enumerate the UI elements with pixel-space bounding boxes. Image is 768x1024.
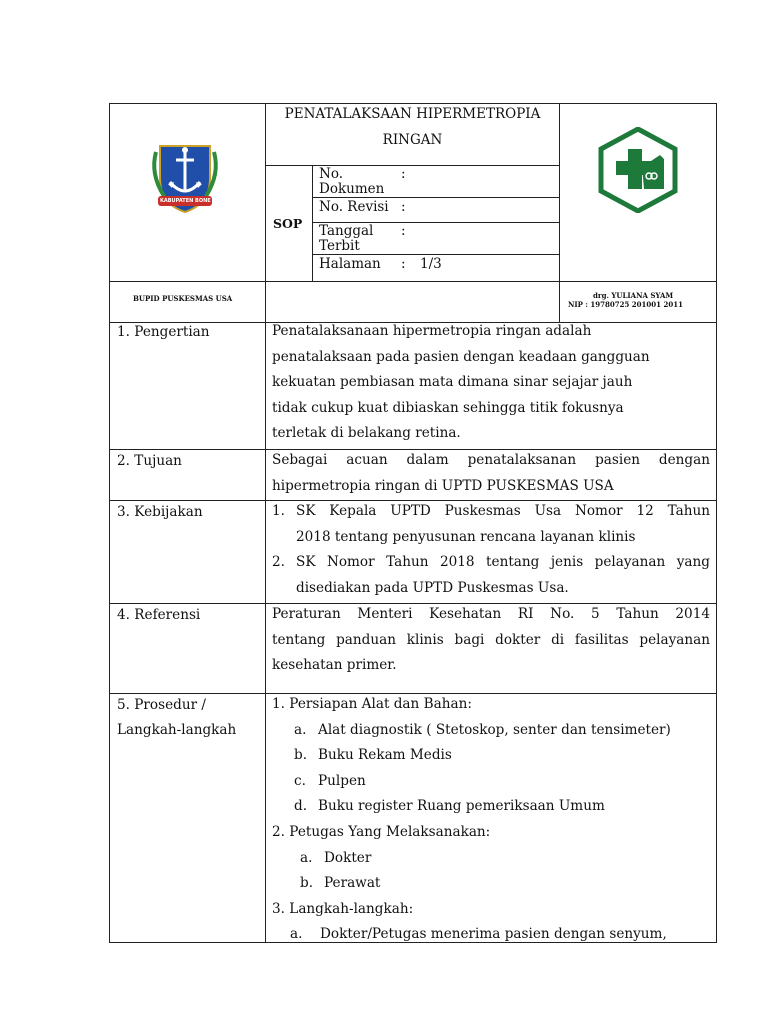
- pengertian-text: [272, 319, 710, 447]
- item-text: Buku Rekam Medis: [318, 747, 452, 764]
- item-text: Buku register Ruang pemeriksaan Umum: [318, 798, 605, 815]
- item-letter: a.: [290, 926, 303, 943]
- meta-label-cont: Terbit: [319, 238, 360, 254]
- list-item: [300, 846, 712, 872]
- list-item: [294, 794, 712, 820]
- meta-label: No.: [319, 166, 343, 182]
- list-item: [294, 718, 712, 744]
- sop-label: SOP: [273, 216, 303, 231]
- meta-separator: :: [401, 223, 406, 239]
- section-label-prosedur-cont: Langkah-langkah: [117, 722, 237, 738]
- kabupaten-logo: [146, 138, 224, 216]
- item-letter: a.: [300, 849, 313, 866]
- text-line: kekuatan pembiasan mata dimana sinar sejajar jauh: [272, 374, 633, 391]
- section-label-tujuan: 2. Tujuan: [117, 453, 182, 469]
- list-item: [272, 499, 710, 550]
- item-text: Dokter: [324, 849, 372, 866]
- meta-value: 1/3: [420, 256, 442, 272]
- item-text: Alat diagnostik ( Stetoskop, senter dan tensimeter): [318, 721, 671, 738]
- document-title-line1: PENATALAKSAAN HIPERMETROPIA: [284, 106, 541, 122]
- text-line: Peraturan Menteri Kesehatan RI No. 5 Tahun 2014: [272, 606, 710, 622]
- text-line: Penatalaksanaan hipermetropia ringan adalah: [272, 323, 592, 339]
- referensi-text: [272, 602, 710, 679]
- meta-separator: :: [401, 256, 406, 272]
- text-line: kesehatan primer.: [272, 657, 397, 674]
- text-line: 2018 tentang penyusunan rencana layanan klinis: [296, 528, 636, 545]
- item-text: Dokter/Petugas menerima pasien dengan senyum,: [320, 926, 667, 943]
- item-number: 1.: [272, 503, 285, 519]
- organization-name: BUPID PUSKESMAS USA: [133, 294, 233, 303]
- item-number: 2.: [272, 554, 285, 571]
- section-label-prosedur: 5. Prosedur /: [117, 697, 206, 713]
- text-line: SK Kepala UPTD Puskesmas Usa Nomor 12 Tahun: [296, 503, 710, 519]
- list-item: [300, 871, 712, 897]
- meta-label: Halaman: [319, 256, 381, 272]
- meta-label: No. Revisi: [319, 199, 389, 215]
- item-letter: b.: [294, 747, 308, 764]
- prosedur-content: [272, 692, 712, 948]
- list-item: [294, 769, 712, 795]
- section-label-kebijakan: 3. Kebijakan: [117, 504, 203, 520]
- item-letter: d.: [294, 798, 308, 815]
- item-text: Perawat: [324, 875, 381, 892]
- item-letter: b.: [300, 875, 314, 892]
- list-item: [294, 743, 712, 769]
- subheading: 1. Persiapan Alat dan Bahan:: [272, 696, 472, 712]
- text-line: terletak di belakang retina.: [272, 425, 461, 442]
- subheading: 2. Petugas Yang Melaksanakan:: [272, 823, 491, 840]
- document-title-line2: RINGAN: [382, 132, 443, 148]
- section-label-referensi: 4. Referensi: [117, 607, 201, 623]
- text-line: hipermetropia ringan di UPTD PUSKESMAS USA: [272, 477, 614, 494]
- meta-separator: :: [401, 166, 406, 182]
- puskesmas-logo: [598, 127, 678, 213]
- text-line: penatalaksaan pada pasien dengan keadaan gangguan: [272, 348, 650, 365]
- text-line: Sebagai acuan dalam penatalaksanan pasien dengan: [272, 452, 710, 468]
- text-line: tidak cukup kuat dibiaskan sehingga titik fokusnya: [272, 399, 624, 416]
- text-line: SK Nomor Tahun 2018 tentang jenis pelayanan yang: [296, 554, 710, 571]
- item-letter: a.: [294, 721, 307, 738]
- meta-label: Tanggal: [319, 223, 374, 239]
- kebijakan-list: [272, 499, 710, 601]
- tujuan-text: [272, 448, 710, 499]
- item-letter: c.: [294, 772, 306, 789]
- logo-caption: KABUPATEN BONE: [160, 198, 211, 204]
- list-item: [272, 550, 710, 601]
- list-item: [290, 922, 712, 948]
- meta-label-cont: Dokumen: [319, 181, 385, 197]
- signer-nip: NIP : 19780725 201001 2011: [568, 300, 683, 309]
- meta-separator: :: [401, 199, 406, 215]
- signer-name: drg. YULIANA SYAM: [593, 291, 674, 300]
- text-line: disediakan pada UPTD Puskesmas Usa.: [296, 579, 569, 596]
- item-text: Pulpen: [318, 772, 366, 789]
- text-line: tentang panduan klinis bagi dokter di fasilitas pelayanan: [272, 631, 710, 648]
- section-label-pengertian: 1. Pengertian: [117, 324, 210, 340]
- subheading: 3. Langkah-langkah:: [272, 900, 414, 917]
